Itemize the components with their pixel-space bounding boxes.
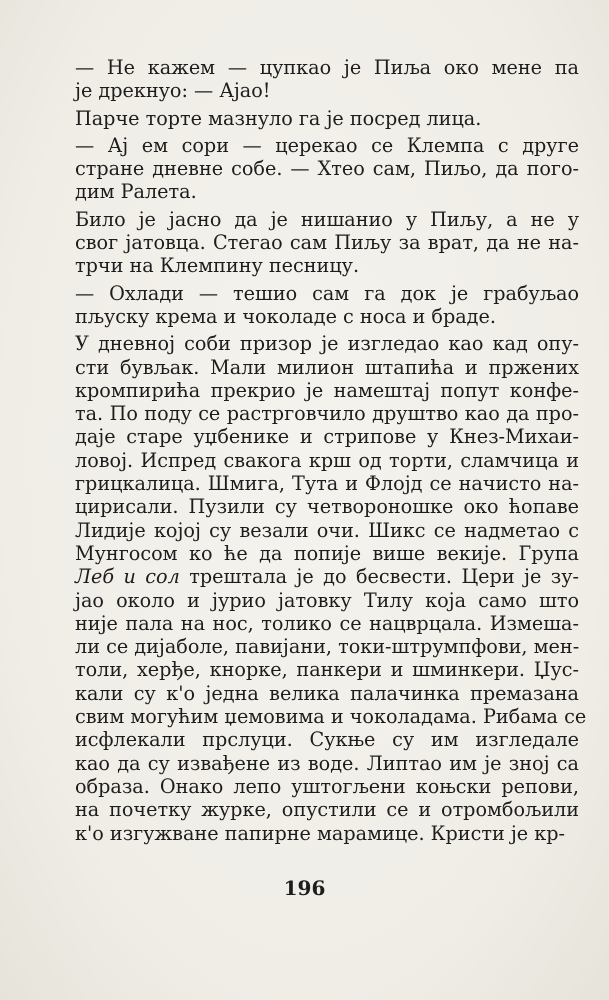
paragraph bbox=[75, 56, 579, 103]
text-line: кали су к'о једна велика палачинка премазана bbox=[75, 681, 579, 705]
text-line: Мунгосом ко ће да попије више векије. Група bbox=[75, 541, 579, 565]
text-line: пљуску крема и чоколаде с носа и браде. bbox=[75, 304, 496, 328]
text-line: ловој. Испред свакога крш од торти, сламчица и bbox=[75, 448, 579, 472]
text-line: — Не кажем — цупкао је Пиља око мене па bbox=[75, 56, 579, 79]
text-line: грицкалица. Шмига, Тута и Флојд се начисто на- bbox=[75, 472, 579, 496]
text-line: образа. Онако лепо уштогљени коњски репови, bbox=[75, 774, 579, 798]
text-line: к'о изгужване папирне марамице. Кристи је кр- bbox=[75, 821, 566, 845]
paragraph bbox=[75, 107, 579, 130]
text-line: даје старе уџбенике и стрипове у Кнез-Михаи- bbox=[75, 425, 579, 449]
text-line: стране дневне собе. — Хтео сам, Пиљо, да пого- bbox=[75, 157, 579, 181]
text-line: — Ај ем сори — церекао се Клемпа с друге bbox=[75, 133, 579, 157]
text-line: сти бувљак. Мали милион штапића и пржених bbox=[75, 355, 579, 379]
text-line: Лидије којој су везали очи. Шикс се надметао с bbox=[75, 518, 579, 542]
text-line: цирисали. Пузили су четвороношке око ћопаве bbox=[75, 495, 579, 519]
text-line: свим могућим џемовима и чоколадама. Рибама се bbox=[75, 705, 587, 729]
paragraph bbox=[75, 332, 587, 845]
text-line: та. По поду се растрговчило друштво као да про- bbox=[75, 402, 579, 426]
text-line: ли се дијаболе, павијани, токи-штрумпфови, мен- bbox=[75, 635, 580, 659]
paragraph bbox=[75, 282, 579, 329]
text-line: Парче торте мазнуло га је посред лица. bbox=[75, 106, 482, 130]
text-line: свог јатовца. Стегао сам Пиљу за врат, да не на- bbox=[75, 231, 579, 255]
text-line: кромпирића прекрио је намештај попут конфе- bbox=[75, 378, 579, 402]
text-line: на почетку журке, опустили се и отромбољили bbox=[75, 798, 579, 822]
text-line: као да су извађене из воде. Липтао им је зној са bbox=[75, 751, 579, 775]
page-number: 196 bbox=[283, 876, 326, 900]
text-line: јао около и јурио јатовку Тилу која само што bbox=[75, 588, 579, 612]
text-line: Леб и сол трештала је до бесвести. Цери је зу- bbox=[75, 565, 579, 589]
text-line: толи, херђе, кнорке, панкери и шминкери. Џус- bbox=[75, 658, 579, 682]
text-line: дим Ралета. bbox=[75, 180, 197, 204]
text-line: Било је јасно да је нишанио у Пиљу, а не у bbox=[75, 207, 579, 231]
body-text bbox=[75, 56, 587, 849]
text-line: — Охлади — тешио сам га док је грабуљао bbox=[75, 281, 579, 305]
text-line: је дрекнуо: — Ајао! bbox=[75, 79, 271, 103]
text-line: У дневној соби призор је изгледао као кад опу- bbox=[75, 332, 579, 356]
text-line: није пала на нос, толико се нацврцала. Измеша- bbox=[75, 611, 579, 635]
paragraph bbox=[75, 208, 579, 278]
text-line: исфлекали прслуци. Сукње су им изгледале bbox=[75, 728, 579, 752]
paragraph bbox=[75, 134, 579, 204]
band-name: Леб и сол bbox=[75, 565, 180, 589]
text-line: трчи на Клемпину песницу. bbox=[75, 254, 360, 278]
